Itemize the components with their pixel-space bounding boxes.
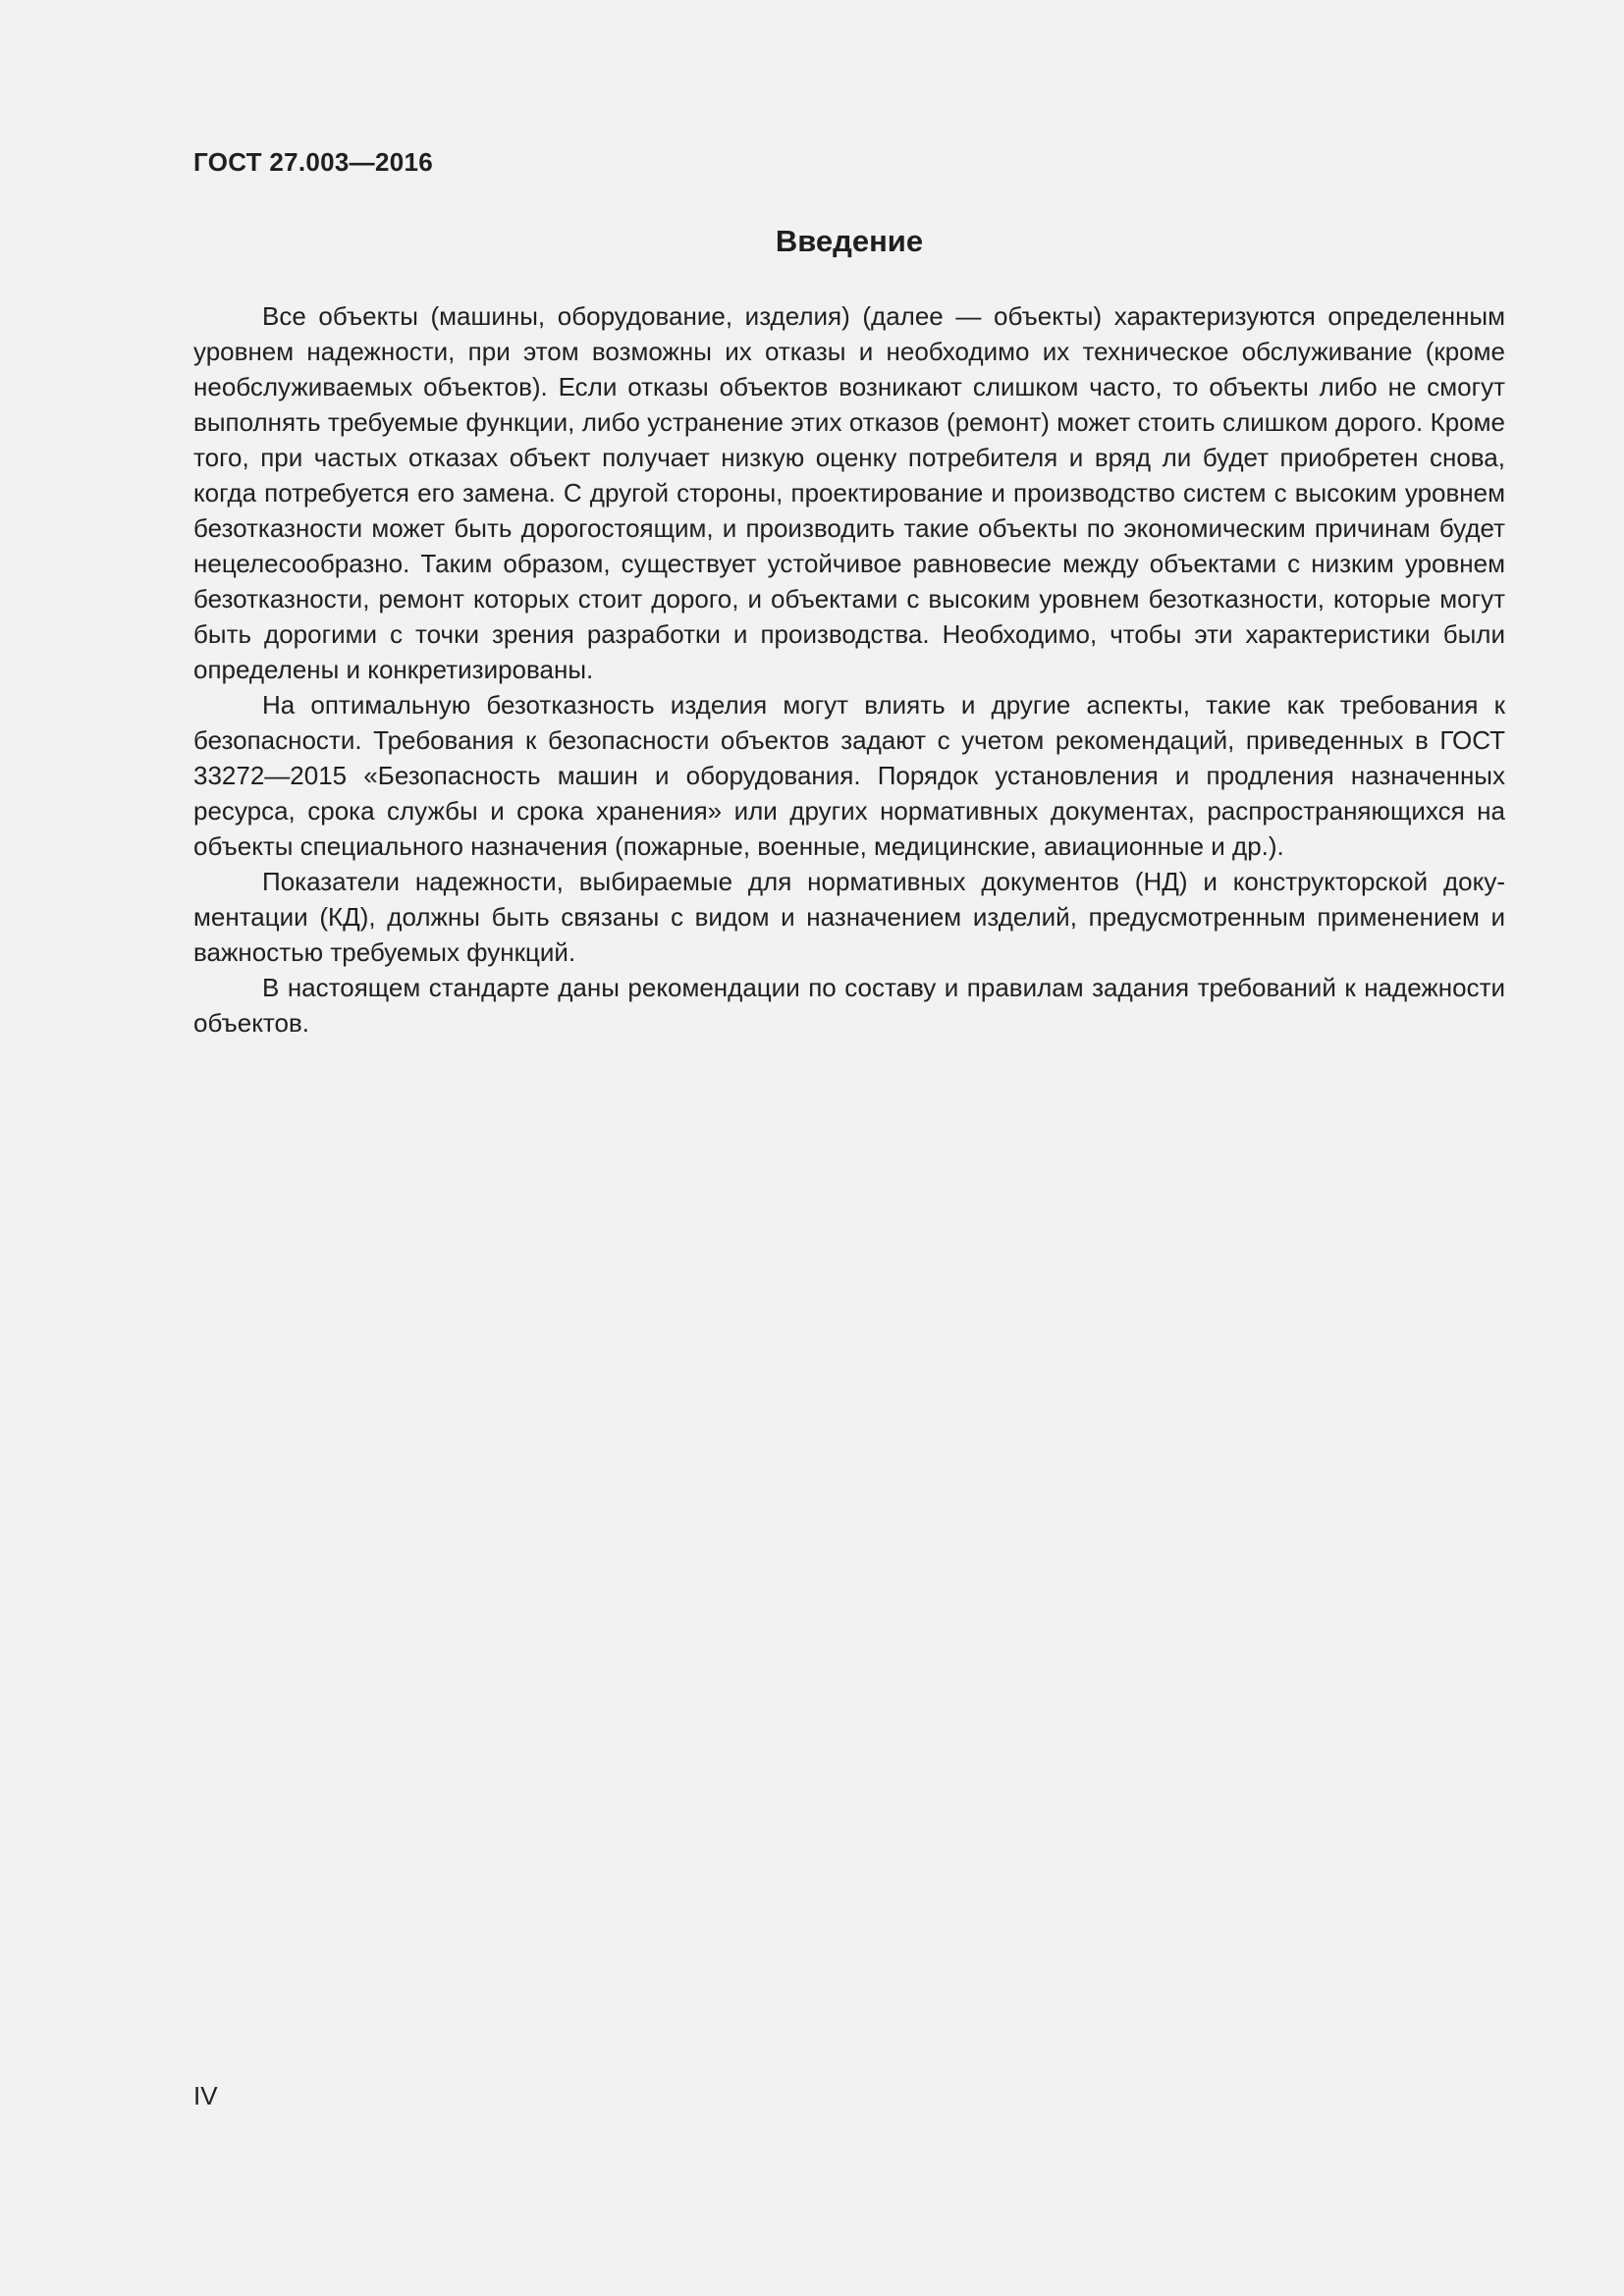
paragraph-3: Показатели надежности, выбираемые для нормативных документов (НД) и конструкторской документации (КД), должны быть связаны с видом и назначением изделий, предусмотренным применением и важностью требуемых функций. [193, 867, 1505, 967]
page-number: IV [193, 2081, 218, 2110]
paragraph-1: Все объекты (машины, оборудование, изделия) (далее — объекты) характеризуются определенным уровнем надежности, при этом возможны их отказы и необходимо их техническое обслуживание (кроме необслуживаемых объектов). Если отказы объектов возникают слишком часто, то объекты либо не смогут выполнять требуемые функции, либо устранение этих отказов (ремонт) может стоить слишком дорого. Кроме того, при частых отказах объект получает низкую оценку потребителя и вряд ли будет приобретен снова, когда потребуется его замена. С другой стороны, проектирование и производство систем с высоким уровнем безотказности может быть дорогостоящим, и производить такие объекты по экономическим причинам будет нецелесообразно. Таким образом, существует устойчивое равновесие между объектами с низким уровнем безотказности, ремонт которых стоит дорого, и объектами с высоким уровнем безотказности, которые могут быть дорогими с точки зрения разработки и производства. Необходимо, чтобы эти характеристики были определены и конкретизированы. [193, 301, 1505, 684]
paragraph-2: На оптимальную безотказность изделия могут влиять и другие аспекты, такие как требования к безопасности. Требования к безопасности объектов задают с учетом рекомендаций, приведенных в ГОСТ 33272—2015 «Безопасность машин и оборудования. Порядок установления и продления назначенных ресурса, срока службы и срока хранения» или других нормативных документах, распространяющихся на объекты специального назначения (пожарные, военные, медицинские, авиационные и др.). [193, 690, 1505, 861]
body-text [193, 298, 1505, 1041]
section-title: Введение [775, 224, 924, 258]
document-header: ГОСТ 27.003—2016 [193, 147, 434, 177]
paragraph-4: В настоящем стандарте даны рекомендации по составу и правилам задания требований к надежности объектов. [193, 973, 1505, 1038]
